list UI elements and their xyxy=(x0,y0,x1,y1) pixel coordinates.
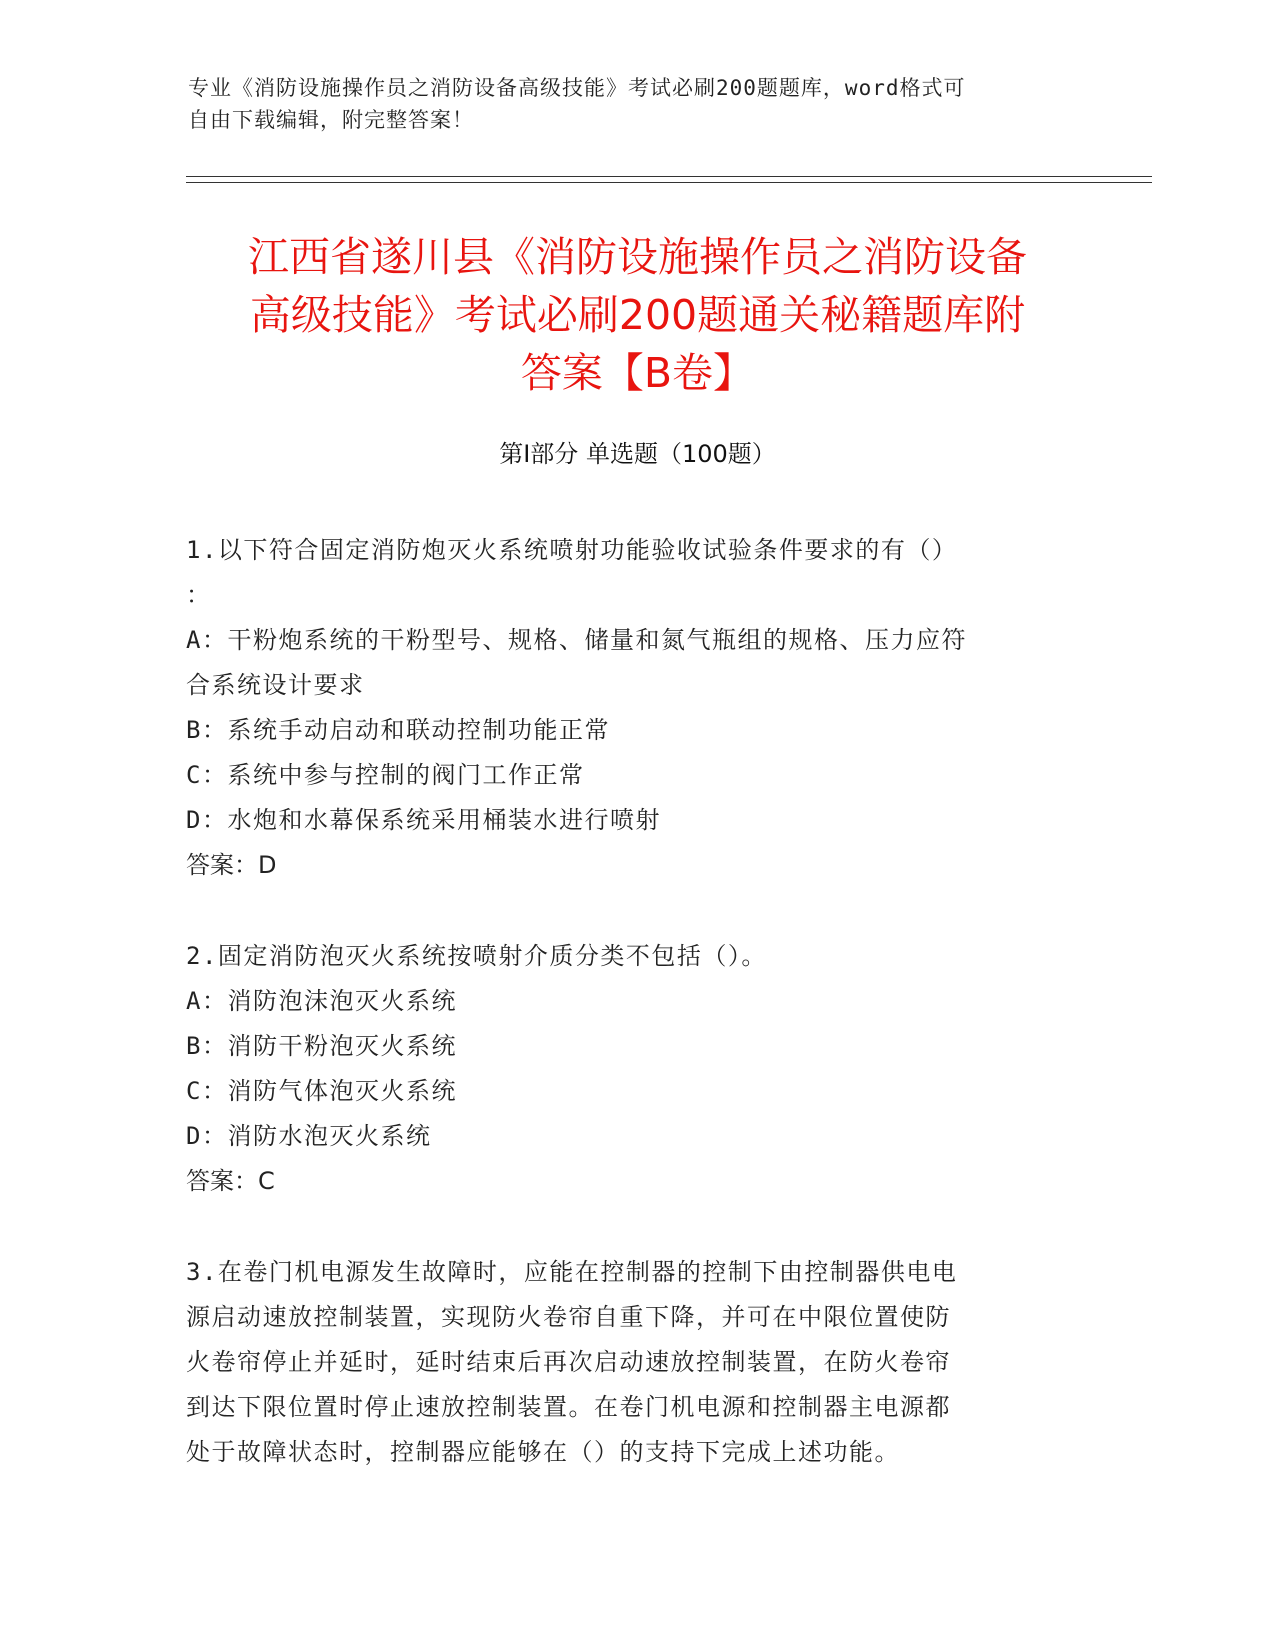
intro-line: 专业《消防设施操作员之消防设备高级技能》考试必刷200题题库，word格式可 xyxy=(188,76,966,100)
question-stem: 2.固定消防泡灭火系统按喷射介质分类不包括（）。 xyxy=(186,942,767,970)
header-divider xyxy=(186,176,1152,177)
question-stem: 处于故障状态时，控制器应能够在（）的支持下完成上述功能。 xyxy=(186,1438,900,1466)
intro-text xyxy=(188,72,1088,136)
question-3 xyxy=(186,1250,1076,1475)
question-stem: 火卷帘停止并延时，延时结束后再次启动速放控制装置，在防火卷帘 xyxy=(186,1348,951,1376)
option-a: A：干粉炮系统的干粉型号、规格、储量和氮气瓶组的规格、压力应符 xyxy=(186,626,967,654)
question-stem: 源启动速放控制装置，实现防火卷帘自重下降，并可在中限位置使防 xyxy=(186,1303,951,1331)
answer: 答案：C xyxy=(186,1167,275,1195)
header-divider xyxy=(186,182,1152,183)
option-c: C：系统中参与控制的阀门工作正常 xyxy=(186,761,585,789)
question-1 xyxy=(186,528,1076,888)
option-c: C：消防气体泡灭火系统 xyxy=(186,1077,457,1105)
option-a: 合系统设计要求 xyxy=(186,671,365,699)
option-d: D：消防水泡灭火系统 xyxy=(186,1122,432,1150)
question-stem: 到达下限位置时停止速放控制装置。在卷门机电源和控制器主电源都 xyxy=(186,1393,951,1421)
option-b: B：系统手动启动和联动控制功能正常 xyxy=(186,716,610,744)
intro-line: 自由下载编辑，附完整答案！ xyxy=(188,108,474,132)
title-line: 江西省遂川县《消防设施操作员之消防设备 xyxy=(248,233,1027,281)
title-line: 答案【B卷】 xyxy=(520,349,755,397)
answer: 答案：D xyxy=(186,851,277,879)
question-stem: 1.以下符合固定消防炮灭火系统喷射功能验收试验条件要求的有（） xyxy=(186,536,958,564)
question-2 xyxy=(186,934,1076,1204)
document-title xyxy=(150,228,1125,402)
option-d: D：水炮和水幕保系统采用桶装水进行喷射 xyxy=(186,806,661,834)
question-list xyxy=(186,528,1076,1475)
question-stem: ： xyxy=(186,581,212,609)
option-b: B：消防干粉泡灭火系统 xyxy=(186,1032,457,1060)
question-stem: 3.在卷门机电源发生故障时，应能在控制器的控制下由控制器供电电 xyxy=(186,1258,958,1286)
option-a: A：消防泡沫泡灭火系统 xyxy=(186,987,457,1015)
title-line: 高级技能》考试必刷200题通关秘籍题库附 xyxy=(249,291,1026,339)
section-title: 第Ⅰ部分 单选题（100题） xyxy=(499,440,776,468)
